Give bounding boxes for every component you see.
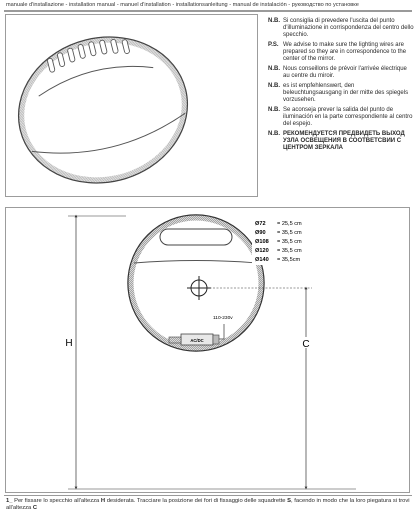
note-key: N.B. bbox=[268, 66, 280, 72]
installation-notes bbox=[268, 18, 414, 155]
step-s: S bbox=[287, 498, 292, 504]
note-text: Se aconseja prever la salida del punto de iluminación en la parte correspondiente al centro del espejo. bbox=[283, 106, 413, 128]
note-italian bbox=[268, 18, 414, 40]
languages-header: manuale d'installazione - installation manual - manuel d'installation - installationsanleitung - manual de instalación - руководство по установке bbox=[6, 2, 359, 8]
note-english bbox=[268, 42, 414, 64]
size-center: = 25,5 cm bbox=[277, 221, 302, 227]
note-german bbox=[268, 83, 414, 105]
step-text: desiderata. Tracciare la posizione dei fori di fissaggio delle squadrette bbox=[105, 498, 288, 504]
size-center: = 35,5 cm bbox=[277, 248, 302, 254]
note-text: Nous conseillons de prévoir l'arrivée électrique au centre du miroir. bbox=[283, 66, 407, 80]
driver-label: AC/DC bbox=[190, 338, 204, 343]
note-key: P.S. bbox=[268, 42, 279, 48]
note-russian bbox=[268, 131, 414, 153]
installation-diagram bbox=[6, 208, 410, 493]
step-number: 1_ bbox=[6, 498, 13, 504]
mirror-thumbnail-drawing bbox=[6, 15, 258, 197]
size-diameter: Ø108 bbox=[255, 239, 269, 245]
size-center: = 35,5cm bbox=[277, 257, 301, 263]
note-key: N.B. bbox=[268, 82, 280, 89]
note-key: N.B. bbox=[268, 130, 280, 137]
installation-diagram-panel bbox=[5, 207, 410, 493]
note-key: N.B. bbox=[268, 106, 280, 113]
note-key: N.B. bbox=[268, 18, 280, 24]
note-text: Si consiglia di prevedere l'uscita del punto d'illuminazione in corrispondenza del centro dello specchio. bbox=[283, 18, 414, 39]
size-diameter: Ø72 bbox=[255, 221, 266, 227]
size-diameter: Ø90 bbox=[255, 230, 266, 236]
size-table bbox=[252, 215, 308, 265]
note-french bbox=[268, 66, 414, 80]
mirror-thumbnail-panel bbox=[5, 14, 258, 197]
note-text: We advise to make sure the lighting wires are prepared so they are in correspondence to the center of the mirror. bbox=[283, 42, 407, 63]
step-text: Per fissare lo specchio all'altezza bbox=[14, 498, 101, 504]
step-h: H bbox=[100, 498, 106, 504]
size-diameter: Ø140 bbox=[255, 257, 269, 263]
size-center: = 35,5 cm bbox=[277, 230, 302, 236]
note-text: РЕКОМЕНДУЕТСЯ ПРЕДВИДЕТЬ ВЫХОД УЗЛА ОСВЕЩЕНИЯ В СООТВЕТСВИИ С ЦЕНТРОМ ЗЕРКАЛА bbox=[283, 130, 405, 152]
note-spanish bbox=[268, 107, 414, 129]
footer-divider bbox=[4, 495, 412, 496]
note-text: es ist empfehlenswert, den beleuchtungsausgang in der mitte des spiegels vorzusehen. bbox=[283, 82, 409, 104]
height-label: H bbox=[65, 338, 73, 349]
step-text: , facendo in modo che la loro piegatura si trovi all'altezza bbox=[6, 498, 410, 511]
mirror-top-slot bbox=[160, 229, 232, 245]
step-c: C bbox=[32, 504, 38, 511]
size-center: = 35,5 cm bbox=[277, 239, 302, 245]
size-diameter: Ø120 bbox=[255, 248, 269, 254]
step-instruction bbox=[6, 498, 410, 511]
header-divider bbox=[4, 10, 412, 12]
voltage-label: 110-230v bbox=[213, 316, 233, 321]
center-height-label: C bbox=[302, 339, 310, 350]
